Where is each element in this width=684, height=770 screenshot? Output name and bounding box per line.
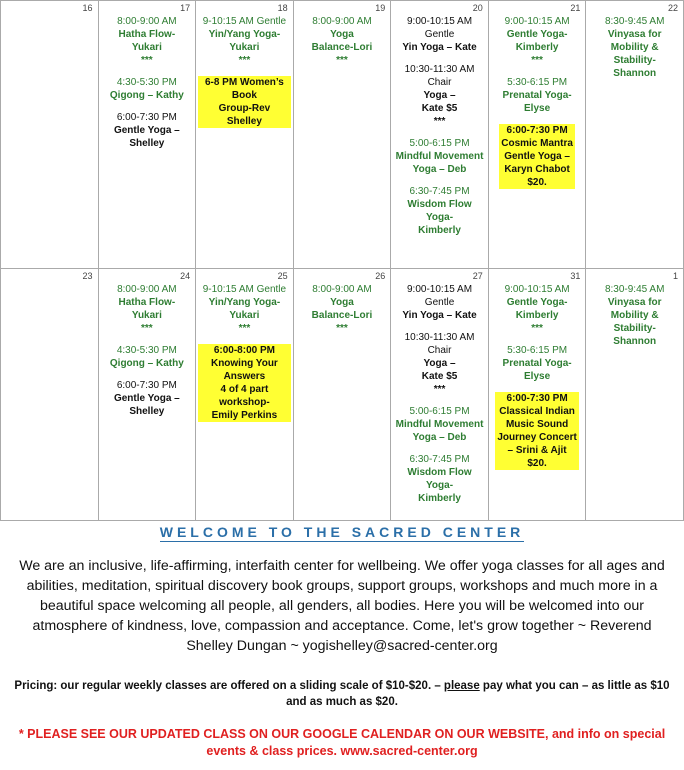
- class-event: [393, 15, 486, 54]
- event-time: 10:30-11:30 AM Chair: [404, 64, 475, 88]
- event-detail: Hatha Flow-: [118, 29, 176, 40]
- event-detail: ***: [531, 323, 543, 334]
- event-detail: ***: [238, 55, 251, 66]
- class-event: [393, 185, 486, 237]
- event-time: 8:00-9:00 AM: [312, 284, 372, 295]
- event-detail: – Srini & Ajit: [507, 445, 567, 456]
- event-time: 6:00-7:30 PM: [506, 393, 568, 404]
- event-detail: ***: [433, 116, 446, 127]
- event-detail: Balance-Lori: [311, 42, 373, 53]
- event-detail: Yoga –: [423, 358, 456, 369]
- calendar-day-cell: [196, 269, 294, 521]
- class-event: [393, 283, 486, 322]
- class-event: [198, 76, 291, 128]
- day-number: 21: [570, 3, 581, 13]
- day-number: 1: [672, 271, 678, 281]
- welcome-heading-text: WELCOME TO THE SACRED CENTER: [159, 524, 525, 540]
- event-detail: ***: [141, 323, 153, 334]
- event-detail: Yin/Yang Yoga- Yukari: [208, 297, 281, 321]
- event-detail: Kimberly: [515, 310, 559, 321]
- event-time: 5:00-6:15 PM: [409, 138, 470, 149]
- event-detail: Gentle Yoga-: [506, 29, 568, 40]
- class-event: [393, 63, 486, 128]
- event-time: 4:30-5:30 PM: [116, 77, 177, 88]
- event-time: 9:00-10:15 AM Gentle: [407, 284, 473, 308]
- event-detail: Kimberly: [418, 493, 461, 504]
- event-detail: Stability-: [613, 55, 656, 66]
- pricing-text-end: pay what you can – as little as $10 and as much as $20.: [286, 680, 670, 708]
- event-detail: Mobility &: [610, 310, 659, 321]
- event-detail: ***: [141, 55, 153, 66]
- event-time: 6:30-7:45 PM: [409, 454, 470, 465]
- event-detail: Stability-: [613, 323, 656, 334]
- class-event: [393, 137, 486, 176]
- event-detail: Classical Indian: [499, 406, 575, 417]
- welcome-heading: [0, 524, 684, 540]
- event-detail: Music Sound: [505, 419, 569, 430]
- class-event: [491, 15, 584, 67]
- class-event: [101, 379, 194, 418]
- calendar-day-cell: [293, 1, 391, 269]
- day-number: 25: [277, 271, 288, 281]
- event-time: 8:00-9:00 AM: [312, 16, 372, 27]
- class-event: [393, 405, 486, 444]
- class-event: [491, 124, 584, 189]
- event-time: 6-8 PM Women’s Book: [204, 77, 284, 101]
- event-detail: Group-Rev Shelley: [218, 103, 271, 127]
- event-detail: Vinyasa for: [607, 297, 662, 308]
- event-detail: Journey Concert: [497, 432, 577, 443]
- day-number: 17: [180, 3, 191, 13]
- event-detail: Gentle Yoga –: [113, 125, 180, 136]
- event-detail: ***: [336, 323, 348, 334]
- calendar-day-cell: [488, 1, 586, 269]
- class-event: [198, 15, 291, 67]
- event-detail: $20.: [527, 177, 547, 188]
- class-event: [198, 344, 291, 422]
- event-time: 9:00-10:15 AM Gentle: [407, 16, 473, 40]
- event-detail: Qigong – Kathy: [109, 358, 184, 369]
- calendar-day-cell: [1, 1, 99, 269]
- event-detail: Prenatal Yoga-: [502, 90, 572, 101]
- event-detail: Vinyasa for: [607, 29, 662, 40]
- pricing-emphasis: please: [443, 680, 480, 692]
- calendar-day-cell: [391, 1, 489, 269]
- event-detail: Hatha Flow-: [118, 297, 176, 308]
- class-event: [588, 15, 681, 80]
- calendar-notice: * PLEASE SEE OUR UPDATED CLASS ON OUR GOOGLE CALENDAR ON OUR WEBSITE, and info on special events & class prices. www.sacred-center.org: [18, 727, 666, 758]
- calendar-day-cell: [488, 269, 586, 521]
- event-detail: Yoga: [330, 297, 354, 308]
- class-event: [101, 15, 194, 67]
- event-detail: Mindful Movement: [395, 419, 484, 430]
- calendar-day-cell: [98, 1, 196, 269]
- event-time: 9:00-10:15 AM: [504, 284, 570, 295]
- day-number: 24: [180, 271, 191, 281]
- event-detail: $20.: [527, 458, 547, 469]
- event-detail: Elyse: [524, 371, 551, 382]
- calendar-day-cell: [586, 1, 684, 269]
- event-detail: 4 of 4 part workshop-: [219, 384, 270, 408]
- event-time: 5:30-6:15 PM: [507, 345, 568, 356]
- day-number: 22: [667, 3, 678, 13]
- class-event: [101, 283, 194, 335]
- day-number: 31: [570, 271, 581, 281]
- event-detail: Kimberly: [418, 225, 461, 236]
- class-event: [393, 453, 486, 505]
- pricing-paragraph: [6, 678, 678, 710]
- event-detail: Knowing Your: [210, 358, 278, 369]
- calendar-day-cell: [1, 269, 99, 521]
- event-detail: Qigong – Kathy: [109, 90, 184, 101]
- calendar-day-cell: [196, 1, 294, 269]
- event-time: 6:00-7:30 PM: [116, 112, 177, 123]
- event-detail: Yin Yoga – Kate: [402, 42, 477, 53]
- event-detail: Yukari: [131, 310, 162, 321]
- event-time: 8:00-9:00 AM: [117, 284, 177, 295]
- calendar-day-cell: [391, 269, 489, 521]
- event-time: 10:30-11:30 AM Chair: [404, 332, 475, 356]
- class-event: [296, 15, 389, 67]
- class-event: [393, 331, 486, 396]
- event-detail: ***: [238, 323, 251, 334]
- event-detail: Cosmic Mantra: [501, 138, 573, 149]
- calendar-day-cell: [98, 269, 196, 521]
- intro-paragraph: We are an inclusive, life-affirming, interfaith center for wellbeing. We offer yoga classes for all ages and abilities, meditation, spiritual discovery book groups, support groups, workshops and much more in a beautiful space welcoming all people, all genders, all bodies. Here you will be welcomed into our atmosphere of kindness, love, compassion and acceptance. Come, let's grow together ~ Reverend Shelley Dungan ~ yogishelley@sacred-center.org: [19, 558, 665, 654]
- day-number: 16: [82, 3, 93, 13]
- event-time: 8:00-9:00 AM: [117, 16, 177, 27]
- event-detail: Shannon: [613, 68, 657, 79]
- event-detail: ***: [336, 55, 348, 66]
- event-detail: Gentle Yoga-: [506, 297, 568, 308]
- day-number: 19: [375, 3, 386, 13]
- event-detail: Mindful Movement: [395, 151, 484, 162]
- event-detail: Gentle Yoga –: [504, 151, 570, 162]
- event-detail: Yoga – Deb: [412, 432, 467, 443]
- event-time: 5:30-6:15 PM: [507, 77, 568, 88]
- event-detail: ***: [531, 55, 543, 66]
- event-detail: Mobility &: [610, 42, 659, 53]
- event-detail: Yoga – Deb: [412, 164, 467, 175]
- event-detail: Yoga –: [423, 90, 456, 101]
- class-event: [491, 76, 584, 115]
- event-time: 6:00-7:30 PM: [116, 380, 177, 391]
- event-time: 6:00-7:30 PM: [506, 125, 568, 136]
- event-time: 9:00-10:15 AM: [504, 16, 570, 27]
- class-event: [491, 283, 584, 335]
- event-detail: Kimberly: [515, 42, 559, 53]
- event-detail: Wisdom Flow Yoga-: [407, 199, 472, 223]
- event-detail: Karyn Chabot: [504, 164, 570, 175]
- event-detail: Yin/Yang Yoga-Yukari: [208, 29, 281, 53]
- calendar-day-cell: [586, 269, 684, 521]
- calendar-week-row: [1, 1, 684, 269]
- event-time: 5:00-6:15 PM: [409, 406, 470, 417]
- event-detail: Balance-Lori: [311, 310, 373, 321]
- calendar-week-row: [1, 269, 684, 521]
- event-detail: Wisdom Flow Yoga-: [407, 467, 472, 491]
- day-number: 27: [472, 271, 483, 281]
- class-event: [101, 76, 194, 102]
- event-detail: Shelley: [129, 406, 165, 417]
- event-detail: Gentle Yoga –: [113, 393, 180, 404]
- day-number: 20: [472, 3, 483, 13]
- class-event: [491, 392, 584, 470]
- event-detail: Prenatal Yoga-: [502, 358, 572, 369]
- class-event: [491, 344, 584, 383]
- event-detail: ***: [433, 384, 446, 395]
- event-detail: Answers: [223, 371, 266, 382]
- event-time: 6:30-7:45 PM: [409, 186, 470, 197]
- event-detail: Kate $5: [421, 371, 458, 382]
- class-event: [588, 283, 681, 348]
- event-time: 4:30-5:30 PM: [116, 345, 177, 356]
- day-number: 26: [375, 271, 386, 281]
- calendar-day-cell: [293, 269, 391, 521]
- event-detail: Yin Yoga – Kate: [402, 310, 477, 321]
- day-number: 23: [82, 271, 93, 281]
- event-time: 9-10:15 AM Gentle: [202, 284, 287, 295]
- event-detail: Shannon: [613, 336, 657, 347]
- event-time: 9-10:15 AM Gentle: [202, 16, 287, 27]
- event-detail: Yukari: [131, 42, 162, 53]
- class-event: [101, 111, 194, 150]
- event-time: 6:00-8:00 PM: [213, 345, 275, 356]
- class-event: [296, 283, 389, 335]
- event-detail: Kate $5: [421, 103, 458, 114]
- day-number: 18: [277, 3, 288, 13]
- event-time: 8:30-9:45 AM: [604, 284, 665, 295]
- event-detail: Shelley: [129, 138, 165, 149]
- event-detail: Emily Perkins: [211, 410, 278, 421]
- class-event: [101, 344, 194, 370]
- pricing-text: Pricing: our regular weekly classes are offered on a sliding scale of $10-$20. –: [14, 680, 444, 692]
- event-time: 8:30-9:45 AM: [604, 16, 665, 27]
- class-event: [198, 283, 291, 335]
- event-detail: Elyse: [524, 103, 551, 114]
- event-detail: Yoga: [330, 29, 354, 40]
